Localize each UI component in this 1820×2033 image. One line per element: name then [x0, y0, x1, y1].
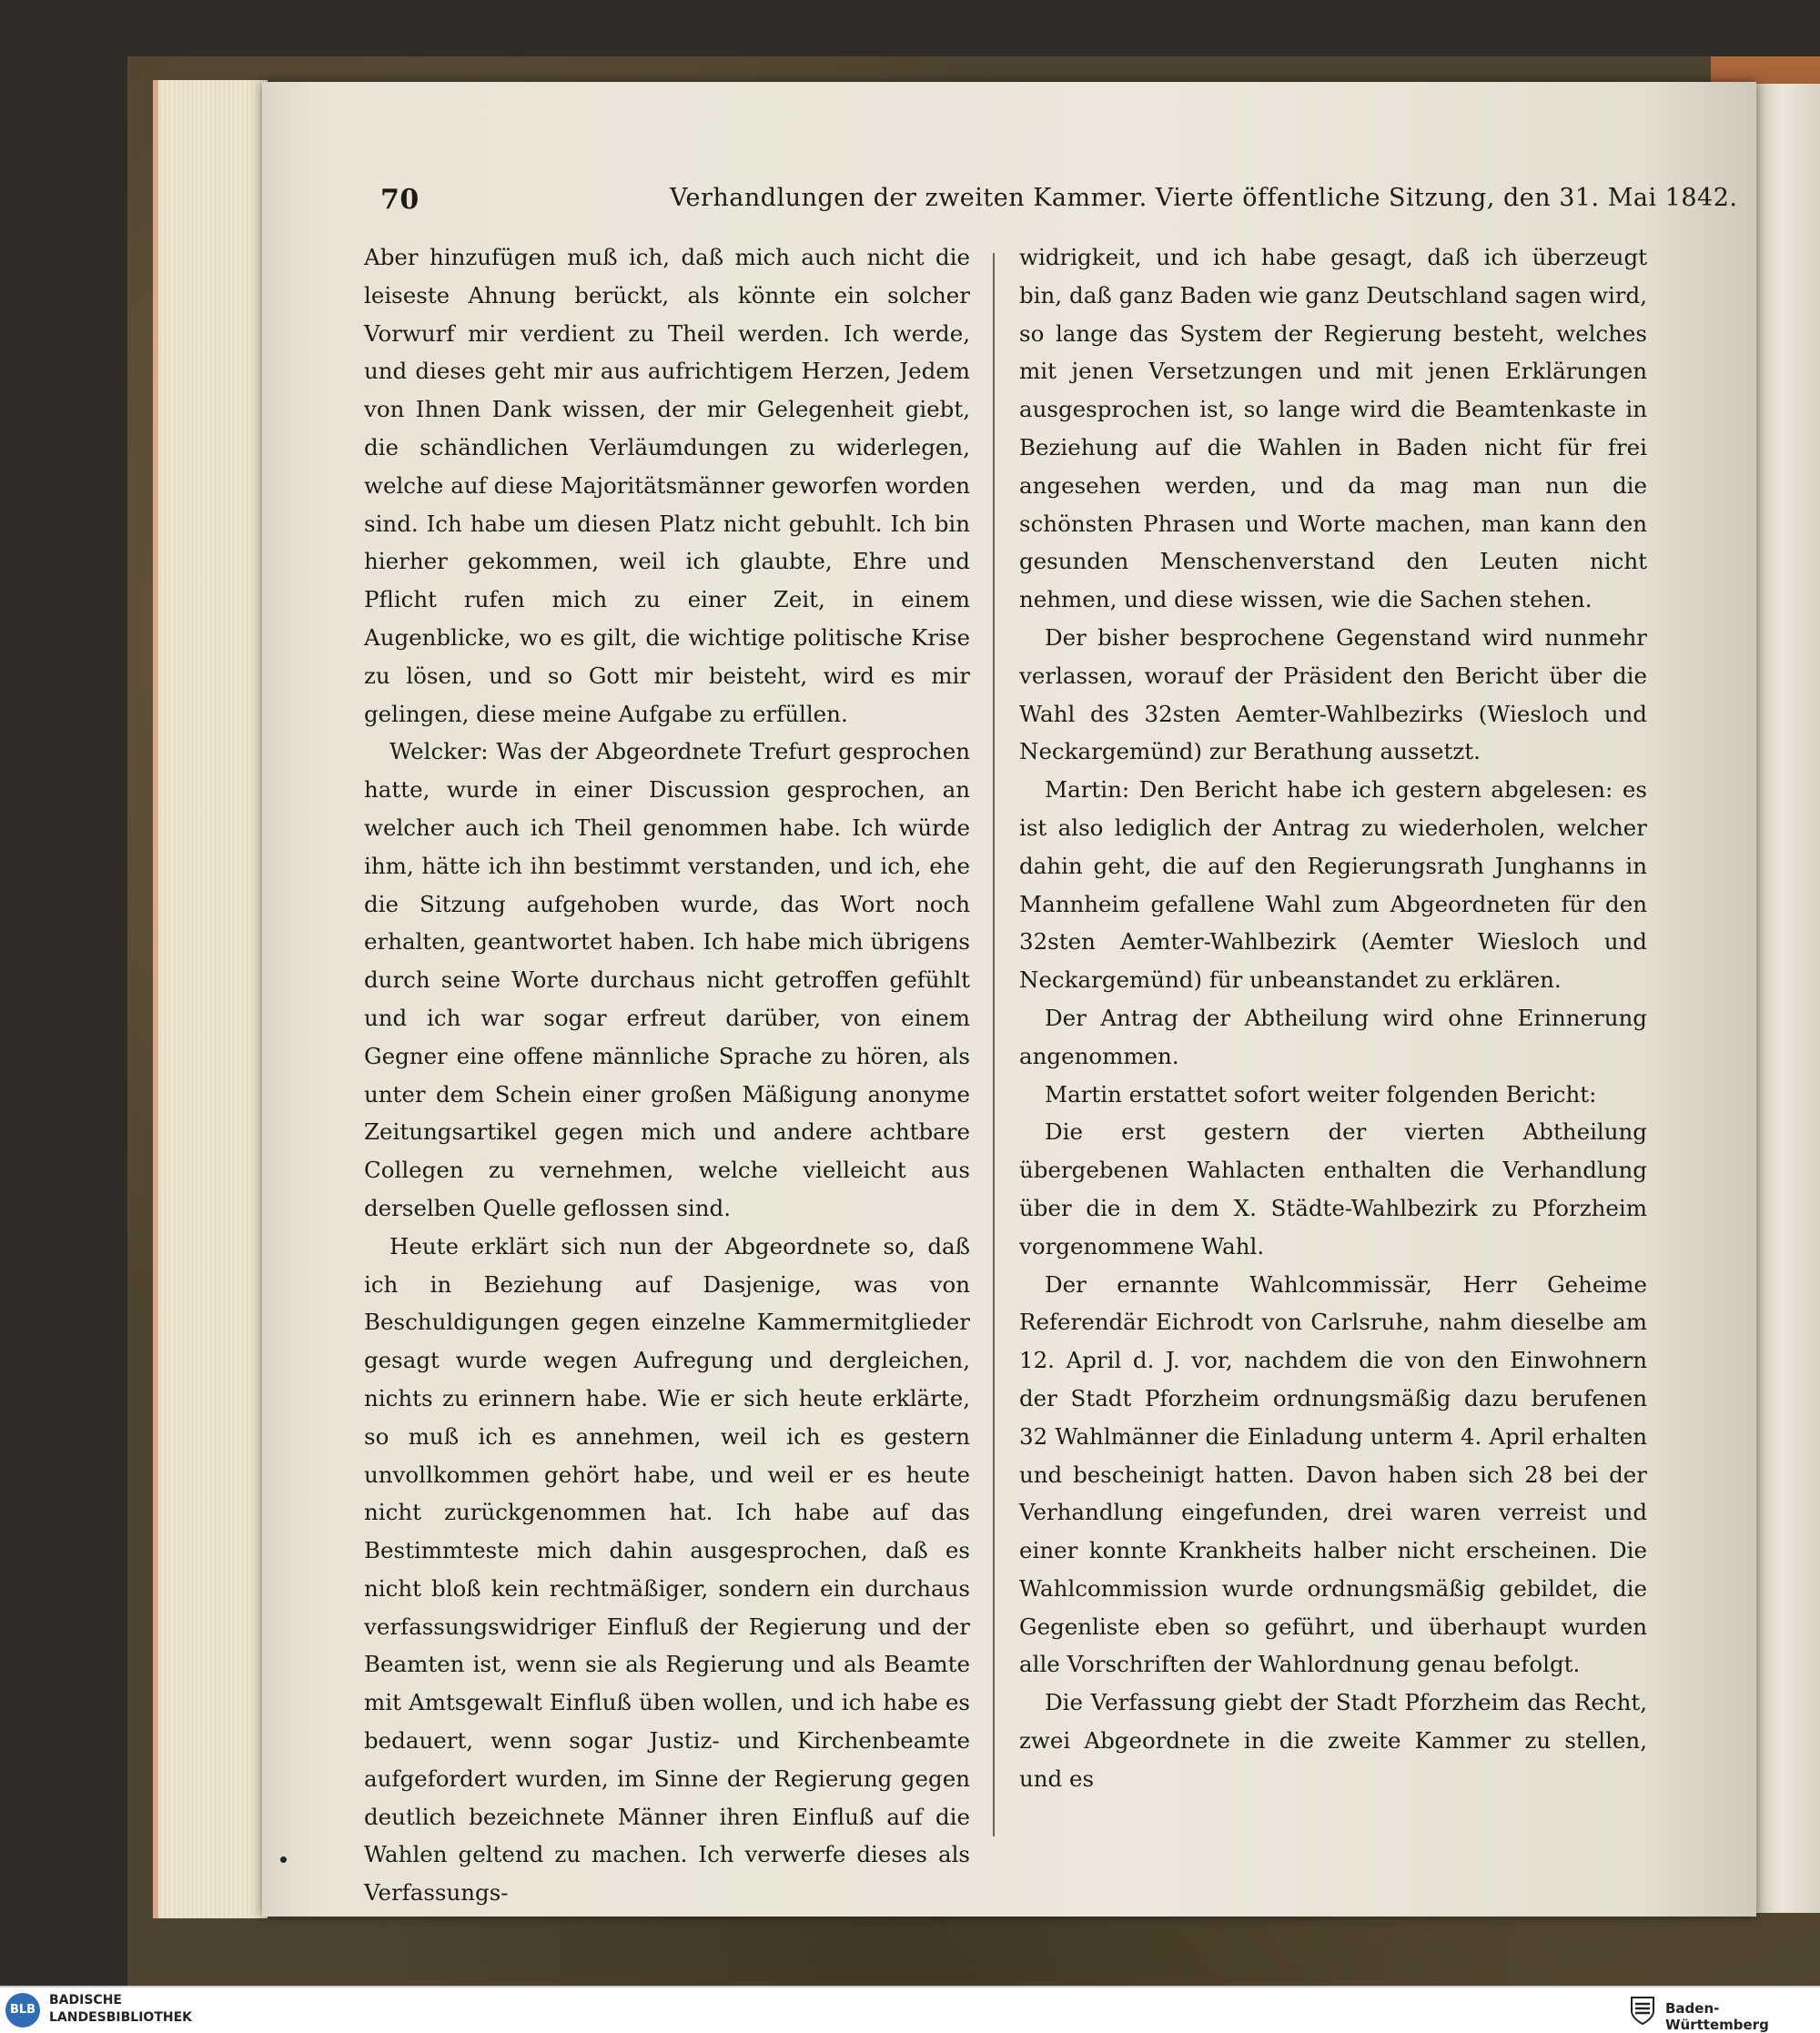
running-head: Verhandlungen der zweiten Kammer. Vierte öffentliche Sitzung, den 31. Mai 1842. — [670, 184, 1738, 212]
paragraph: Der bisher besprochene Gegenstand wird nunmehr verlassen, worauf der Präsident den Bericht über die Wahl des 32sten Aemter-Wahlbezirks (Wiesloch und Neckargemünd) zur Berathung aussetzt. — [1019, 623, 1647, 765]
library-name-line2: LANDESBIBLIOTHEK — [49, 2010, 193, 2025]
paragraph: widrigkeit, und ich habe gesagt, daß ich überzeugt bin, daß ganz Baden wie ganz Deutschland sagen wird, so lange das System der Regierung besteht, welches mit jenen Versetzungen und mit jenen Erklärungen ausgesprochen ist, so lange wird die Beamtenkaste in Beziehung auf die Wahlen in Baden nicht für frei angesehen werden, und da mag man nun die schönsten Phrasen und Worte machen, man kann den gesunden Menschenverstand den Leuten nicht nehmen, und diese wissen, wie die Sachen stehen. — [1019, 244, 1647, 613]
blb-logo-icon[interactable]: BLB — [5, 1993, 40, 2028]
paragraph: Der Antrag der Abtheilung wird ohne Erinnerung angenommen. — [1019, 1004, 1647, 1069]
paragraph: Die erst gestern der vierten Abtheilung übergebenen Wahlacten enthalten die Verhandlung über die in dem X. Städte-Wahlbezirk zu Pforzheim vorgenommene Wahl. — [1019, 1118, 1647, 1259]
viewer-footer — [0, 1986, 1820, 2033]
paragraph: Martin: Den Bericht habe ich gestern abgelesen: es ist also lediglich der Antrag zu wiederholen, welcher dahin geht, die auf den Regierungsrath Junghanns in Mannheim gefallene Wahl zum Abgeordneten für den 32sten Aemter-Wahlbezirk (Aemter Wiesloch und Neckargemünd) für unbeanstandet zu erklären. — [1019, 776, 1647, 994]
page-curl — [1756, 84, 1820, 1913]
right-column — [1019, 238, 1647, 1798]
paragraph: Die Verfassung giebt der Stadt Pforzheim das Recht, zwei Abgeordnete in die zweite Kammer zu stellen, und es — [1019, 1689, 1647, 1792]
page-number: 70 — [380, 184, 420, 216]
library-name-line1: BADISCHE — [49, 1993, 122, 2008]
state-label[interactable]: Baden-Württemberg — [1665, 2000, 1769, 2033]
library-name[interactable] — [49, 1992, 192, 2027]
page-block-edges — [153, 80, 268, 1918]
paragraph: Der ernannte Wahlcommissär, Herr Geheime Referendär Eichrodt von Carlsruhe, nahm dieselbe am 12. April d. J. vor, nachdem die von den Einwohnern der Stadt Pforzheim ordnungsmäßig dazu berufenen 32 Wahlmänner die Einladung unterm 4. April erhalten und bescheinigt hatten. Davon haben sich 28 bei der Verhandlung eingefunden, drei waren verreist und einer konnte Krankheits halber nicht erscheinen. Die Wahlcommission wurde ordnungsmäßig gebildet, die Gegenliste eben so geführt, und überhaupt wurden alle Vorschriften der Wahlordnung genau befolgt. — [1019, 1270, 1647, 1678]
left-column — [364, 238, 970, 1912]
bw-coat-of-arms-icon[interactable] — [1629, 1995, 1656, 2026]
page-header — [380, 184, 1764, 228]
column-divider — [993, 253, 995, 1836]
book-page — [262, 82, 1756, 1917]
paragraph: Heute erklärt sich nun der Abgeordnete so, daß ich in Beziehung auf Dasjenige, was von Beschuldigungen gegen einzelne Kammermitglieder gesagt wurde wegen Aufregung und dergleichen, nichts zu erinnern habe. Wie er sich heute erklärte, so muß ich es annehmen, weil ich es gestern unvollkommen gehört habe, und weil er es heute nicht zurückgenommen hat. Ich habe auf das Bestimmteste mich dahin ausgesprochen, daß es nicht bloß kein rechtmäßiger, sondern ein durchaus verfassungswidriger Einfluß der Regierung und der Beamten ist, wenn sie als Regierung und als Beamte mit Amtsgewalt Einfluß üben wollen, und ich habe es bedauert, wenn sogar Justiz- und Kirchenbeamte aufgefordert wurden, im Sinne der Regierung gegen deutlich bezeichnete Männer ihren Einfluß auf die Wahlen geltend zu machen. Ich verwerfe dieses als Verfassungs- — [364, 1232, 970, 1907]
paragraph: Welcker: Was der Abgeordnete Trefurt gesprochen hatte, wurde in einer Discussion gesprochen, an welcher auch ich Theil genommen habe. Ich würde ihm, hätte ich ihn bestimmt verstanden, und ich, ehe die Sitzung aufgehoben wurde, das Wort noch erhalten, geantwortet haben. Ich habe mich übrigens durch seine Worte durchaus nicht getroffen gefühlt und ich war sogar erfreut darüber, von einem Gegner eine offene männliche Sprache zu hören, als unter dem Schein einer großen Mäßigung anonyme Zeitungsartikel gegen mich und andere achtbare Collegen zu vernehmen, welche vielleicht aus derselben Quelle geflossen sind. — [364, 738, 970, 1221]
paragraph: Aber hinzufügen muß ich, daß mich auch nicht die leiseste Ahnung berückt, als könnte ein solcher Vorwurf mir verdient zu Theil werden. Ich werde, und dieses geht mir aus aufrichtigem Herzen, Jedem von Ihnen Dank wissen, der mir Gelegenheit giebt, die schändlichen Verläumdungen zu widerlegen, welche auf diese Majoritätsmänner geworfen worden sind. Ich habe um diesen Platz nicht gebuhlt. Ich bin hierher gekommen, weil ich glaubte, Ehre und Pflicht rufen mich zu einer Zeit, in einem Augenblicke, wo es gilt, die wichtige politische Krise zu lösen, und so Gott mir beisteht, wird es mir gelingen, diese meine Aufgabe zu erfüllen. — [364, 244, 970, 727]
page-mark — [280, 1856, 287, 1863]
paragraph: Martin erstattet sofort weiter folgenden Bericht: — [1045, 1080, 1597, 1108]
